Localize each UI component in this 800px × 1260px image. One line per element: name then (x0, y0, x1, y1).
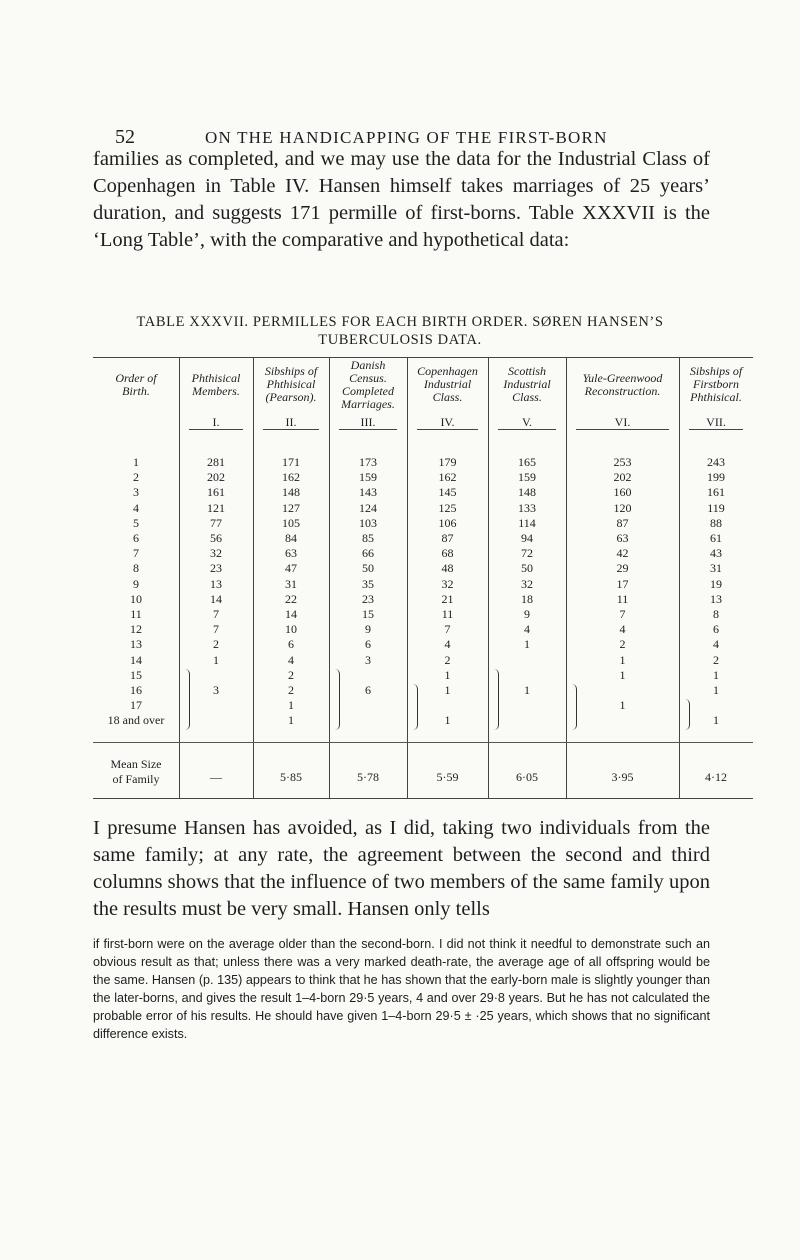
table-cell: 47 (285, 561, 297, 576)
table-cell: 4 (713, 637, 719, 652)
column-heading-line: Class. (512, 390, 542, 404)
table-cell: 2 (444, 652, 451, 667)
table-cell: 11 (441, 607, 454, 621)
table-cell: 6 (365, 683, 371, 697)
table-cell: 1 (713, 683, 719, 697)
table-cell: 32 (210, 546, 222, 561)
table-cell: 1 (444, 713, 451, 728)
table-cell: 4 (444, 637, 451, 652)
column-number: IV. (440, 415, 455, 429)
column-heading-line: Reconstruction. (584, 383, 661, 398)
mean-size-value: 6·05 (516, 770, 538, 784)
table-cell: 1 (619, 667, 626, 682)
table-cell: 7 (213, 607, 219, 621)
table-cell: 1 (288, 713, 294, 728)
birth-order-label: 12 (130, 622, 142, 637)
permille-table (93, 357, 753, 799)
table-cell: 161 (707, 485, 725, 500)
table-cell: 161 (207, 485, 225, 500)
table-cell: 125 (438, 500, 457, 515)
table-title-line2: TUBERCULOSIS DATA. (318, 332, 482, 348)
page-number: 52 (115, 126, 135, 148)
table-cell: 94 (521, 531, 533, 545)
table-cell: 4 (288, 652, 294, 667)
column-heading (566, 357, 679, 412)
table-cell: 202 (207, 470, 225, 485)
table-cell: 14 (285, 607, 297, 621)
mean-label-line: Mean Size (110, 757, 162, 771)
table-cell: 29 (616, 561, 629, 576)
grouping-brace (183, 669, 190, 730)
column-number: V. (521, 415, 533, 429)
table-cell: 133 (518, 500, 536, 515)
table-cell: 19 (710, 576, 722, 591)
table-cell: 35 (362, 576, 374, 591)
table-cell: 84 (285, 531, 297, 545)
column-heading-line: Completed (342, 383, 394, 398)
column-heading-line: Phthisical. (690, 390, 742, 404)
table-cell: 87 (616, 515, 629, 530)
table-cell: 3 (365, 652, 371, 667)
grouping-brace (333, 669, 340, 730)
row-header-heading (93, 357, 179, 412)
column-number: I. (212, 415, 220, 429)
column-number: VI. (614, 415, 631, 429)
table-cell: 202 (613, 470, 632, 485)
body-paragraph: I presume Hansen has avoided, as I did, taking two individuals from the same family; at any rate, the agreement between the second and third columns shows that the influence of two members of the same family upon the results must be very small. Hansen only tells (93, 817, 710, 920)
running-title: ON THE HANDICAPPING OF THE FIRST-BORN (205, 128, 608, 147)
table-cell: 6 (365, 637, 371, 652)
column-heading (407, 357, 488, 412)
column-heading-line: Phthisical (191, 370, 241, 385)
birth-order-label: 6 (133, 531, 139, 545)
column-heading-line: Scottish (508, 364, 546, 378)
table-cell: 159 (359, 470, 377, 485)
table-cell: 105 (282, 515, 300, 530)
table-cell: 1 (444, 667, 451, 682)
table-cell: 43 (710, 546, 722, 561)
column-heading-line: Sibships of (264, 364, 318, 378)
table-cell: 68 (441, 546, 454, 561)
table-cell: 2 (619, 637, 626, 652)
birth-order-label: 17 (130, 698, 142, 713)
table-cell: 1 (619, 698, 626, 713)
table-cell: 6 (288, 637, 294, 652)
table-cell: 9 (365, 622, 371, 637)
table-cell: 3 (213, 683, 219, 697)
birth-order-label: 1 (133, 455, 139, 469)
table-cell: 63 (616, 531, 629, 545)
table-cell: 1 (524, 683, 530, 697)
birth-order-label: 8 (133, 561, 139, 576)
table-cell: 2 (713, 652, 719, 667)
table-cell: 199 (707, 470, 725, 485)
footnote: if first-born were on the average older than the second-born. I did not think it needful to demonstrate such an obvious result as that; unless there was a very marked death-rate, the average age of all offspring would be the same. Hansen (p. 135) appears to think that he has shown that the early-born male is slightly younger than the later-borns, and gives the result 1–4-born 29·5 years, 4 and over 29·8 years. But he has not calculated the probable error of his results. He should have given 1–4-born 29·5 ± ·25 years, which shows that no significant difference exists. (93, 937, 710, 1041)
birth-order-label: 13 (130, 637, 142, 652)
table-cell: 162 (282, 470, 300, 485)
table-cell: 119 (707, 500, 725, 515)
table-cell: 2 (288, 667, 294, 682)
table-cell: 160 (613, 485, 632, 500)
column-heading-line: Danish (350, 357, 386, 372)
mean-label-line: of Family (112, 772, 160, 786)
table-cell: 21 (441, 591, 454, 606)
table-cell: 114 (518, 515, 536, 530)
column-heading (179, 357, 253, 412)
row-header-line: Birth. (122, 383, 150, 398)
table-cell: 10 (285, 622, 297, 637)
column-number: III. (360, 415, 376, 429)
table-cell: 8 (713, 607, 719, 621)
table-cell: 4 (619, 622, 626, 637)
table-cell: 77 (210, 515, 222, 530)
table-cell: 22 (285, 591, 297, 606)
birth-order-label: 9 (133, 576, 139, 591)
table-cell: 1 (713, 667, 719, 682)
birth-order-label: 5 (133, 515, 139, 530)
table-cell: 1 (444, 683, 451, 697)
birth-order-label: 18 and over (107, 713, 165, 728)
table-bottom-rule (93, 798, 753, 799)
mean-size-value: 5·78 (357, 770, 379, 784)
table-cell: 7 (619, 607, 626, 621)
table-cell: 6 (713, 622, 719, 637)
table-cell: 88 (710, 515, 722, 530)
column-heading-underline (263, 429, 319, 430)
column-heading-line: Class. (432, 390, 463, 404)
table-cell: 1 (213, 652, 219, 667)
table-cell: 1 (713, 713, 719, 728)
table-cell: 87 (441, 531, 454, 545)
table-cell: 148 (518, 485, 536, 500)
mean-row-rule (93, 742, 753, 743)
table-cell: 243 (707, 455, 725, 469)
table-cell: 2 (288, 683, 294, 697)
table-cell: 11 (616, 591, 629, 606)
column-heading-line: Industrial (503, 377, 551, 391)
column-number: II. (285, 415, 297, 429)
birth-order-label: 2 (133, 470, 139, 485)
table-cell: 1 (524, 637, 530, 652)
table-cell: 17 (616, 576, 629, 591)
column-heading-underline (417, 429, 478, 430)
grouping-brace (411, 684, 418, 730)
table-cell: 179 (438, 455, 457, 469)
table-cell: 106 (438, 515, 457, 530)
table-cell: 56 (210, 531, 222, 545)
table-cell: 1 (288, 698, 294, 713)
table-cell: 61 (710, 531, 722, 545)
table-cell: 103 (359, 515, 377, 530)
column-heading-underline (576, 429, 669, 430)
table-cell: 72 (521, 546, 533, 561)
table-cell: 127 (282, 500, 300, 515)
table-cell: 1 (619, 652, 626, 667)
mean-size-value: 5·85 (280, 770, 302, 784)
table-cell: 143 (359, 485, 377, 500)
column-heading-underline (189, 429, 243, 430)
table-cell: 50 (362, 561, 374, 576)
table-cell: 120 (613, 500, 632, 515)
table-cell: 173 (359, 455, 377, 469)
column-heading-underline (498, 429, 556, 430)
column-heading-underline (689, 429, 743, 430)
birth-order-label: 16 (130, 683, 142, 697)
table-cell: 18 (521, 591, 533, 606)
column-heading (329, 357, 407, 412)
table-cell: 31 (285, 576, 297, 591)
table-cell: 15 (362, 607, 374, 621)
table-cell: 66 (362, 546, 374, 561)
table-cell: 253 (613, 455, 632, 469)
table-cell: 23 (210, 561, 222, 576)
table-cell: 7 (444, 622, 451, 637)
table-cell: 121 (207, 500, 225, 515)
column-heading-line: (Pearson). (265, 390, 317, 404)
birth-order-label: 11 (130, 607, 142, 621)
table-cell: 7 (213, 622, 219, 637)
mean-size-value: — (210, 770, 222, 784)
table-cell: 42 (616, 546, 629, 561)
mean-size-value: 3·95 (611, 770, 634, 784)
column-heading (253, 357, 329, 412)
column-heading-line: Members. (192, 383, 240, 398)
table-title-line1: TABLE XXXVII. PERMILLES FOR EACH BIRTH ORDER. SØREN HANSEN’S (136, 314, 664, 330)
column-heading-line: Firstborn (692, 377, 739, 391)
table-cell: 50 (521, 561, 533, 576)
column-heading-line: Yule-Greenwood (582, 370, 663, 385)
mean-size-value: 5·59 (436, 770, 459, 784)
table-cell: 63 (285, 546, 297, 561)
birth-order-label: 15 (130, 667, 142, 682)
mean-size-value: 4·12 (705, 770, 727, 784)
row-header-line: Order of (115, 370, 157, 385)
table-cell: 4 (524, 622, 530, 637)
table-title (70, 313, 730, 349)
table-cell: 159 (518, 470, 536, 485)
grouping-brace (683, 699, 690, 729)
grouping-brace (492, 669, 499, 730)
birth-order-label: 3 (133, 485, 139, 500)
column-heading (488, 357, 566, 412)
intro-paragraph: families as completed, and we may use the data for the Industrial Class of Copenhagen in Table IV. Hansen himself takes marriages of 25 years’ duration, and suggests 171 permille of first-borns. Table XXXVII is the ‘Long Table’, with the comparative and hypothetical data: (93, 148, 710, 251)
table-cell: 165 (518, 455, 536, 469)
column-number: VII. (706, 415, 726, 429)
table-cell: 148 (282, 485, 300, 500)
mean-size-label (93, 757, 179, 787)
column-heading-line: Census. (349, 370, 387, 385)
column-heading-line: Industrial (423, 377, 472, 391)
table-cell: 13 (210, 576, 222, 591)
column-heading (679, 357, 753, 412)
table-cell: 145 (438, 485, 457, 500)
table-cell: 13 (710, 591, 722, 606)
birth-order-label: 14 (130, 652, 142, 667)
column-heading-line: Sibships of (689, 364, 743, 378)
table-cell: 162 (438, 470, 457, 485)
table-cell: 2 (213, 637, 219, 652)
column-heading-line: Marriages. (341, 396, 395, 411)
table-cell: 171 (282, 455, 300, 469)
birth-order-label: 7 (133, 546, 139, 561)
table-cell: 23 (362, 591, 374, 606)
table-cell: 32 (441, 576, 454, 591)
table-cell: 281 (207, 455, 225, 469)
table-cell: 124 (359, 500, 377, 515)
birth-order-label: 4 (133, 500, 139, 515)
table-cell: 9 (524, 607, 530, 621)
table-cell: 32 (521, 576, 533, 591)
grouping-brace (570, 684, 577, 730)
column-heading-line: Phthisical (266, 377, 316, 391)
table-cell: 85 (362, 531, 374, 545)
column-heading-line: Copenhagen (417, 364, 478, 378)
table-cell: 31 (710, 561, 722, 576)
table-cell: 48 (441, 561, 454, 576)
birth-order-label: 10 (130, 591, 142, 606)
table-cell: 14 (210, 591, 222, 606)
column-heading-underline (339, 429, 397, 430)
